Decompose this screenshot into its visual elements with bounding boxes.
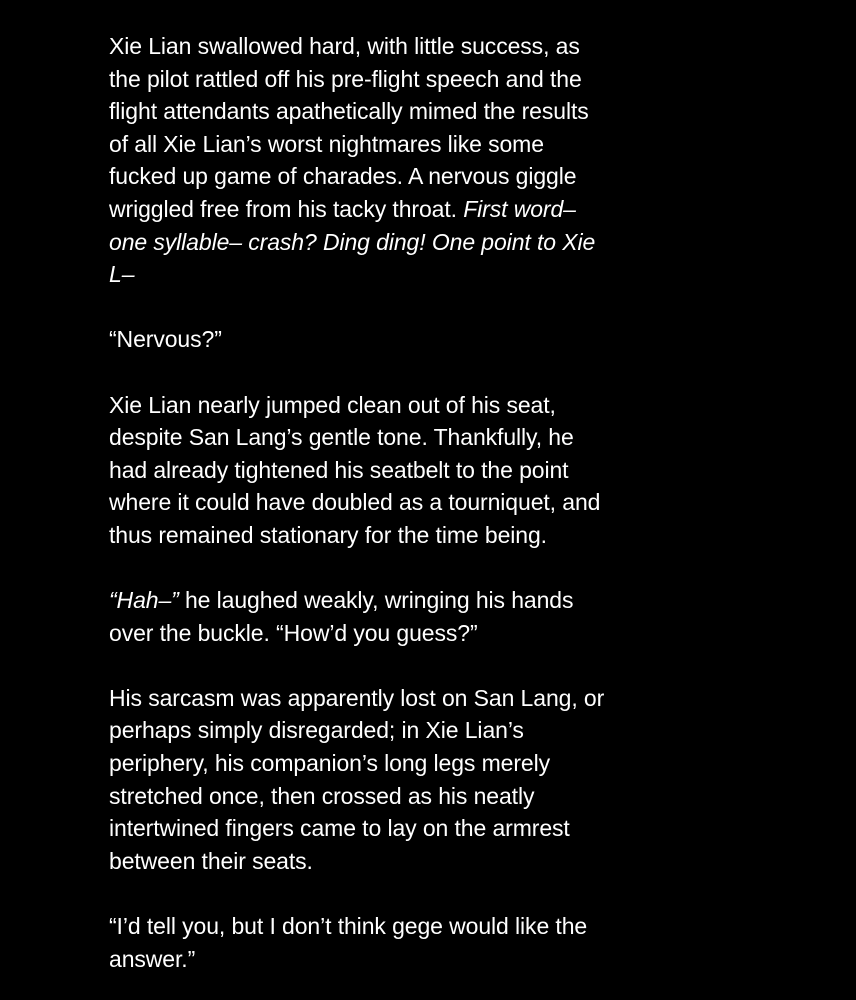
paragraph-1-italic: First word– one syllable– crash? Ding ding! One point to Xie L– — [109, 195, 596, 288]
paragraph-4-text: he laughed weakly, wringing his hands over the buckle. “How’d you guess?” — [109, 587, 574, 646]
paragraph-4-italic: “Hah–” — [109, 587, 179, 614]
paragraph-5: His sarcasm was apparently lost on San Lang, or perhaps simply disregarded; in Xie Lian’s periphery, his companion’s long legs merely stretched once, then crossed as his neatly intertwined fingers came to lay on the armrest between their seats. — [109, 684, 605, 874]
story-text — [109, 30, 749, 975]
paragraph-6: “I’d tell you, but I don’t think gege would like the answer.” — [109, 913, 588, 972]
paragraph-1-text: Xie Lian swallowed hard, with little success, as the pilot rattled off his pre-flight speech and the flight attendants apathetically mimed the results of all Xie Lian’s worst nightmares like some fucked up game of charades. A nervous giggle wriggled free from his tacky throat. — [109, 33, 589, 222]
paragraph-1 — [109, 30, 749, 291]
paragraph-4 — [109, 584, 749, 649]
paragraph-3: Xie Lian nearly jumped clean out of his seat, despite San Lang’s gentle tone. Thankfully, he had already tightened his seatbelt to the point where it could have doubled as a tourniquet, and thus remained stationary for the time being. — [109, 391, 601, 548]
paragraph-2: “Nervous?” — [109, 326, 222, 353]
